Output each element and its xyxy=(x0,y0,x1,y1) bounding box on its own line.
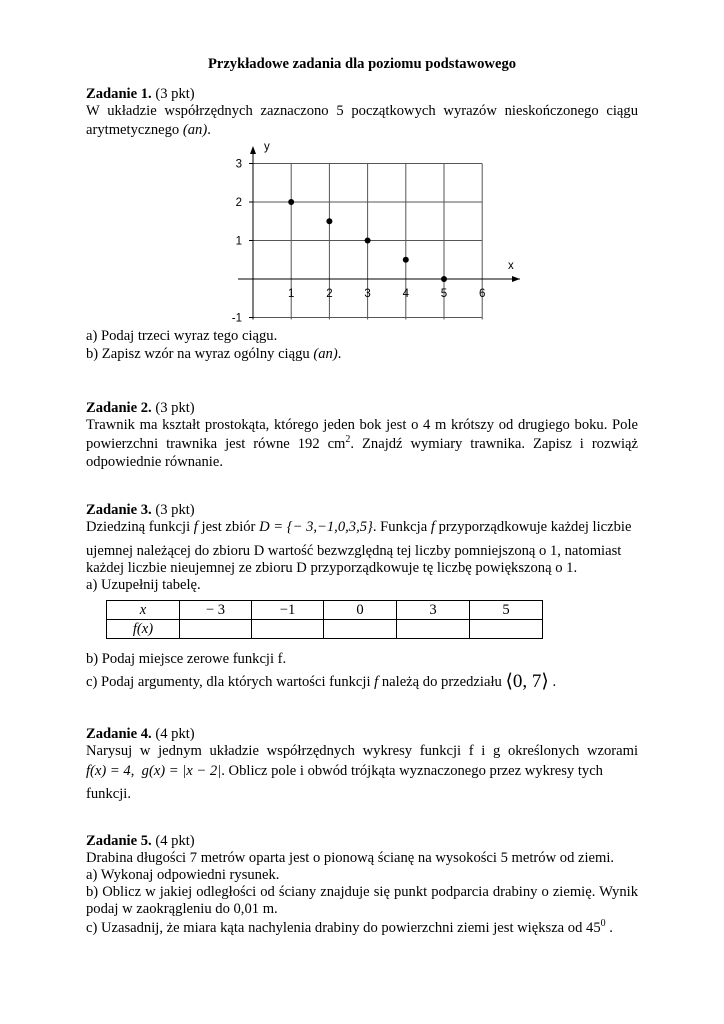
x-tick-label: 3 xyxy=(364,288,371,300)
data-point xyxy=(326,218,332,224)
task1-points: (3 pkt) xyxy=(155,86,195,102)
y-axis-label: y xyxy=(264,141,270,153)
sequence-symbol-b: (an) xyxy=(313,346,338,362)
task1-heading: Zadanie 1. (3 pkt) xyxy=(86,86,195,102)
table-cell-fx-empty[interactable] xyxy=(252,620,324,639)
page-title: Przykładowe zadania dla poziomu podstawowego xyxy=(207,56,517,72)
y-axis-arrow xyxy=(250,146,256,154)
data-point xyxy=(403,257,409,263)
x-tick-label: 5 xyxy=(440,288,448,300)
interval-symbol: ⟨0, 7⟩ xyxy=(505,671,549,692)
table-header-fx: f(x) xyxy=(107,620,180,639)
task5-line1: Drabina długości 7 metrów oparta jest o pionową ścianę na wysokości 5 metrów od ziemi. xyxy=(86,850,615,866)
task5-heading: Zadanie 5. (4 pkt) xyxy=(86,833,195,849)
x-tick-label: 6 xyxy=(478,288,486,300)
task4-line1: Narysuj w jednym układzie współrzędnych wykresy funkcji f i g określonych wzorami xyxy=(86,743,638,759)
task5-item-c: c) Uzasadnij, że miara kąta nachylenia drabiny do powierzchni ziemi jest większa od $45^0$ . xyxy=(86,918,613,936)
x-tick-label: 2 xyxy=(326,288,333,300)
sequence-chart xyxy=(230,138,530,328)
task1-line1: W układzie współrzędnych zaznaczono 5 początkowych wyrazów nieskończonego ciągu xyxy=(86,103,638,119)
table-cell-x: −1 xyxy=(252,601,324,620)
y-tick-label: 1 xyxy=(235,235,242,248)
angle-value: $45^0$ xyxy=(586,918,606,936)
task3-line1: Dziedziną funkcji f jest zbiór D = {− 3,−1,0,3,5}. Funkcja f przyporządkowuje każdej liczbie xyxy=(86,519,632,535)
task1-line2: arytmetycznego (an). xyxy=(86,122,211,138)
chart-ticks xyxy=(232,159,486,325)
task3-item-c: c) Podaj argumenty, dla których wartości funkcji f należą do przedziału ⟨0, 7⟩ . xyxy=(86,671,557,692)
task3-item-b: b) Podaj miejsce zerowe funkcji f. xyxy=(86,651,287,667)
table-cell-fx-empty[interactable] xyxy=(470,620,543,639)
table-cell-x: 5 xyxy=(470,601,543,620)
task1-item-b: b) Zapisz wzór na wyraz ogólny ciągu (an). xyxy=(86,346,342,362)
x-axis-arrow xyxy=(512,276,520,282)
task3-line3: każdej liczbie nieujemnej ze zbioru D przyporządkowuje tę liczbę powiększoną o 1. xyxy=(86,560,578,576)
y-tick-label: 2 xyxy=(235,197,242,209)
task2-line2: powierzchni trawnika jest równe 192 $cm^2$. Znajdź wymiary trawnika. Zapisz i rozwiąż xyxy=(86,434,638,452)
y-tick-label: -1 xyxy=(231,312,242,325)
x-axis-label: x xyxy=(508,260,514,272)
table-row-x xyxy=(107,601,543,620)
domain-set: D = {− 3,−1,0,3,5} xyxy=(259,519,373,535)
data-point xyxy=(441,276,447,282)
task5-item-b2: podaj w zaokrągleniu do 0,01 m. xyxy=(86,901,278,917)
task2-line3: odpowiednie równanie. xyxy=(86,454,223,470)
task4-line2: f(x) = 4, g(x) = |x − 2|. Oblicz pole i obwód trójkąta wyznaczonego przez wykresy tych xyxy=(86,763,603,779)
formula-g: g(x) = |x − 2| xyxy=(141,763,222,779)
task3-heading: Zadanie 3. (3 pkt) xyxy=(86,502,195,518)
table-cell-x: − 3 xyxy=(180,601,252,620)
task3-line2: ujemnej należącej do zbioru D wartość bezwzględną tej liczby pomniejszoną o 1, natomiast xyxy=(86,543,622,559)
function-table xyxy=(106,600,543,639)
x-tick-label: 4 xyxy=(402,288,410,300)
table-cell-x: 3 xyxy=(397,601,470,620)
table-cell-fx-empty[interactable] xyxy=(397,620,470,639)
task2-line1: Trawnik ma kształt prostokąta, którego jeden bok jest o 4 m krótszy od drugiego boku. Pole xyxy=(86,417,638,433)
table-row-fx xyxy=(107,620,543,639)
task5-item-b1: b) Oblicz w jakiej odległości od ściany znajduje się punkt podparcia drabiny o ziemię. Wynik xyxy=(86,884,638,900)
task4-heading: Zadanie 4. (4 pkt) xyxy=(86,726,195,742)
table-cell-fx-empty[interactable] xyxy=(324,620,397,639)
table-cell-x: 0 xyxy=(324,601,397,620)
x-tick-label: 1 xyxy=(287,288,295,300)
task5-item-a: a) Wykonaj odpowiedni rysunek. xyxy=(86,867,280,883)
task3-item-a: a) Uzupełnij tabelę. xyxy=(86,577,201,593)
table-cell-fx-empty[interactable] xyxy=(180,620,252,639)
table-header-x: x xyxy=(107,601,180,620)
data-point xyxy=(365,238,371,244)
task1-item-a: a) Podaj trzeci wyraz tego ciągu. xyxy=(86,328,278,344)
task4-line3: funkcji. xyxy=(86,786,131,802)
y-tick-label: 3 xyxy=(235,158,242,171)
task2-heading: Zadanie 2. (3 pkt) xyxy=(86,400,195,416)
sequence-symbol: (an) xyxy=(182,122,208,138)
chart-axes xyxy=(235,141,520,320)
formula-f: f(x) = 4 xyxy=(86,763,131,779)
data-point xyxy=(288,199,294,205)
